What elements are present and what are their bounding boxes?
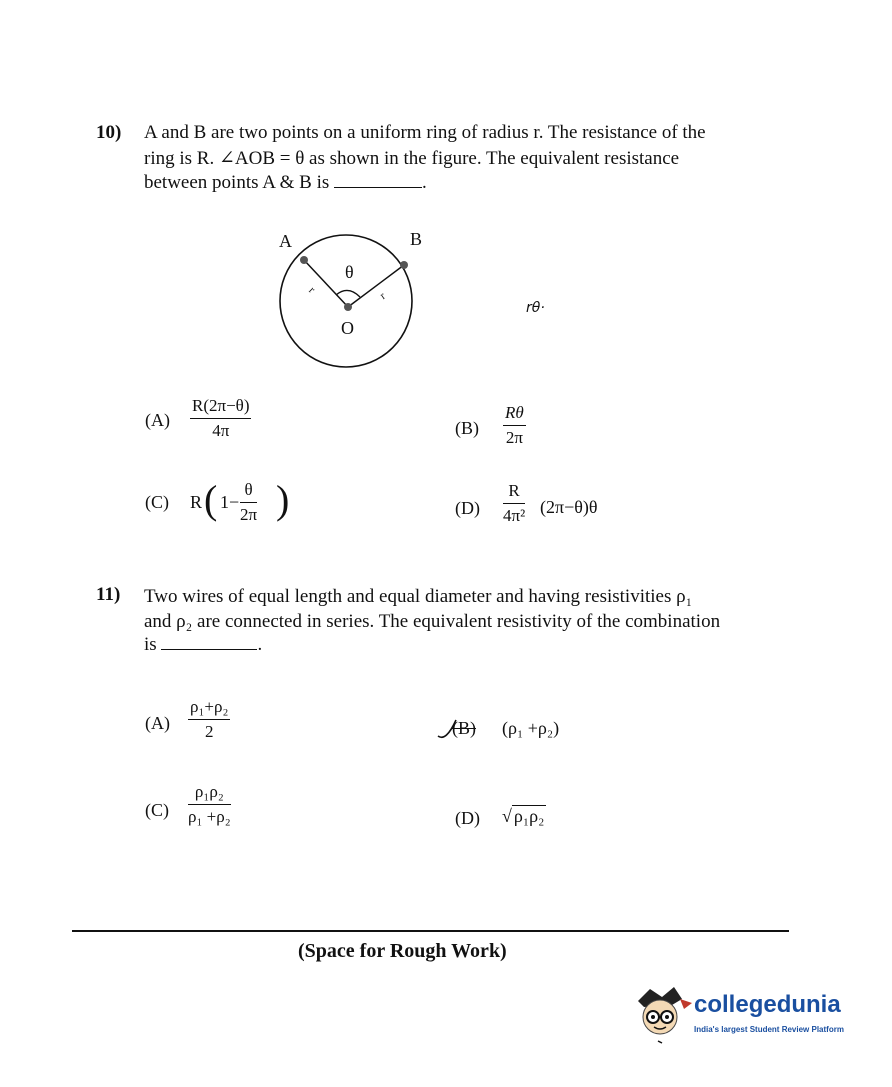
mascot-icon (632, 985, 694, 1045)
option-b-label[interactable]: (B) (455, 418, 479, 438)
point-b (400, 261, 408, 269)
handwritten-note: rθ· (526, 300, 545, 316)
option-a-fraction[interactable]: $\frac{R(2\pi-\theta)}{4\pi}$ (192, 396, 250, 440)
answer-blank (334, 187, 422, 188)
option-d-fraction[interactable]: $\frac{R}{\text{4π²}}$ (503, 481, 526, 525)
label-r-left: r (306, 284, 318, 296)
question-text-line-2: ring is R. ∠AOB = θ as shown in the figure. The equivalent resistance (144, 148, 680, 169)
question-text: is (144, 634, 157, 655)
question-text-line-1: A and B are two points on a uniform ring of radius r. The resistance of the (144, 122, 706, 143)
ring-circle (280, 235, 412, 367)
label-a: A (279, 231, 292, 251)
option-d-label[interactable]: (D) (455, 808, 480, 828)
option-c-fraction[interactable]: $\frac{\text{ρ₁ρ₂}}{\text{ρ₁ +ρ₂}}$ (188, 782, 231, 826)
option-c-label[interactable]: (C) (145, 800, 169, 820)
option-d-sqrt[interactable]: √ ρ₁ρ₂ (502, 806, 545, 826)
angle-arc (336, 290, 360, 297)
divider-line (72, 930, 789, 932)
option-a-label[interactable]: (A) (145, 713, 170, 733)
label-b: B (410, 229, 423, 249)
option-d-label[interactable]: (D) (455, 498, 480, 518)
label-theta: θ (345, 262, 354, 282)
center-o (344, 303, 352, 311)
option-a-fraction[interactable]: $\frac{\text{ρ₁+ρ₂}}{2}$ (190, 697, 229, 741)
point-a (300, 256, 308, 264)
question-text-line-1: Two wires of equal length and equal diameter and having resistivities ρ₁ (144, 586, 693, 607)
option-c-fraction: $\frac{\theta}{2\pi}$ (240, 480, 258, 524)
label-r-right: r (377, 290, 388, 302)
option-b-label[interactable]: (B) (452, 718, 476, 738)
logo-name: collegedunia (694, 991, 841, 1018)
question-text-line-2: and ρ₂ are connected in series. The equivalent resistivity of the combination (144, 611, 721, 632)
question-text: between points A & B is (144, 172, 330, 193)
radius-ob (348, 265, 404, 307)
collegedunia-logo (632, 985, 862, 1045)
sqrt-icon: √ (502, 806, 512, 826)
logo-tagline: India's largest Student Review Platform (694, 1025, 844, 1034)
option-b-value[interactable]: (ρ₁ +ρ₂) (502, 718, 560, 738)
option-d-suffix: (2π−θ)θ (540, 497, 598, 517)
question-text-line-3: is . (144, 634, 263, 655)
rough-work-label: (Space for Rough Work) (298, 940, 507, 962)
label-o: O (341, 318, 354, 338)
option-c-label[interactable]: (C) (145, 492, 169, 512)
question-number: 11) (96, 584, 121, 605)
radius-oa (304, 260, 348, 307)
option-a-label[interactable]: (A) (145, 410, 170, 430)
answer-blank (161, 649, 257, 650)
option-b-fraction[interactable]: $\frac{R\theta}{2\pi}$ (505, 403, 524, 447)
question-number: 10) (96, 122, 122, 143)
question-text-line-3: between points A & B is . (144, 172, 427, 193)
